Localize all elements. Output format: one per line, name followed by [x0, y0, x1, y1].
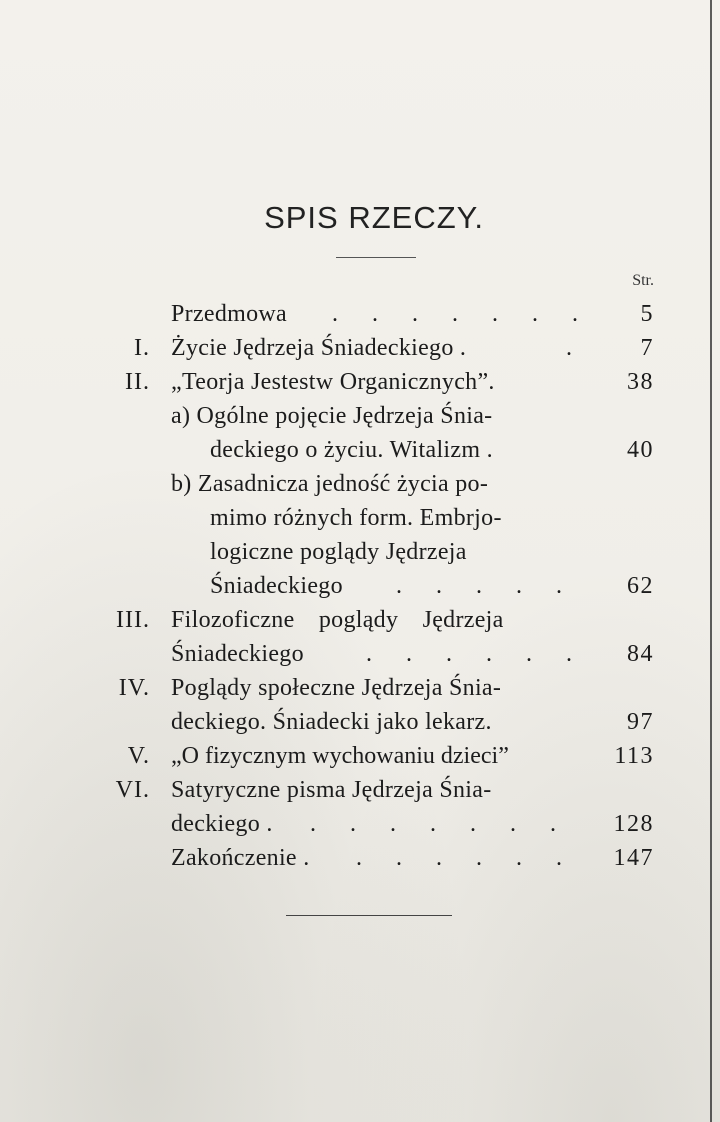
toc-page-number: 147: [613, 845, 654, 871]
toc-leader-dots: . . . . . .: [366, 641, 586, 667]
toc-chapter-number: V.: [127, 743, 150, 769]
toc-chapter-number: IV.: [118, 675, 150, 701]
toc-entry-text: Satyryczne pisma Jędrzeja Śnia-: [171, 777, 492, 803]
toc-entry-text: mimo różnych form. Embrjo-: [210, 505, 502, 531]
toc-entry-text: Życie Jędrzeja Śniadeckiego .: [171, 335, 467, 361]
toc-leader-dots: . . . . .: [396, 573, 576, 599]
toc-chapter-number: I.: [134, 335, 150, 361]
toc-entry-text: deckiego o życiu. Witalizm .: [210, 437, 493, 463]
toc-leader-dots: . . . . . . .: [310, 811, 570, 837]
toc-entry-text: deckiego. Śniadecki jako lekarz.: [171, 709, 492, 735]
toc-entry-text: b) Zasadnicza jedność życia po-: [171, 471, 489, 497]
toc-leader-dots: .: [566, 335, 586, 361]
toc-entry-text: „O fizycznym wychowaniu dzieci”: [171, 743, 509, 769]
toc-leader-dots: . . . . . . .: [332, 301, 592, 327]
toc-page-number: 5: [640, 301, 654, 327]
toc-entry-text: logiczne poglądy Jędrzeja: [210, 539, 467, 565]
page-title: SPIS RZECZY.: [264, 200, 484, 235]
end-divider: [286, 915, 452, 916]
toc-page-number: 38: [627, 369, 654, 395]
toc-entry-text: a) Ogólne pojęcie Jędrzeja Śnia-: [171, 403, 493, 429]
toc-page-number: 62: [627, 573, 654, 599]
toc-leader-dots: . . . . . .: [356, 845, 576, 871]
toc-entry-text: Filozoficzne poglądy Jędrzeja: [171, 607, 504, 633]
toc-page-number: 97: [627, 709, 654, 735]
page-edge-line: [710, 0, 712, 1122]
toc-page-number: 113: [614, 743, 654, 769]
toc-chapter-number: III.: [116, 607, 150, 633]
toc-entry-text: Śniadeckiego: [171, 641, 304, 667]
toc-entry-text: Zakończenie .: [171, 845, 310, 871]
toc-entry-text: Poglądy społeczne Jędrzeja Śnia-: [171, 675, 502, 701]
toc-page-number: 40: [627, 437, 654, 463]
toc-entry-text: Śniadeckiego: [210, 573, 343, 599]
toc-page-number: 7: [640, 335, 654, 361]
title-divider: [336, 257, 416, 258]
toc-entry-text: Przedmowa: [171, 301, 287, 327]
toc-entry-text: „Teorja Jestestw Organicznych”.: [171, 369, 495, 395]
toc-page-number: 84: [627, 641, 654, 667]
page-column-label: Str.: [632, 272, 654, 289]
toc-chapter-number: II.: [125, 369, 150, 395]
toc-chapter-number: VI.: [115, 777, 150, 803]
toc-entry-text: deckiego .: [171, 811, 273, 837]
toc-page-number: 128: [613, 811, 654, 837]
